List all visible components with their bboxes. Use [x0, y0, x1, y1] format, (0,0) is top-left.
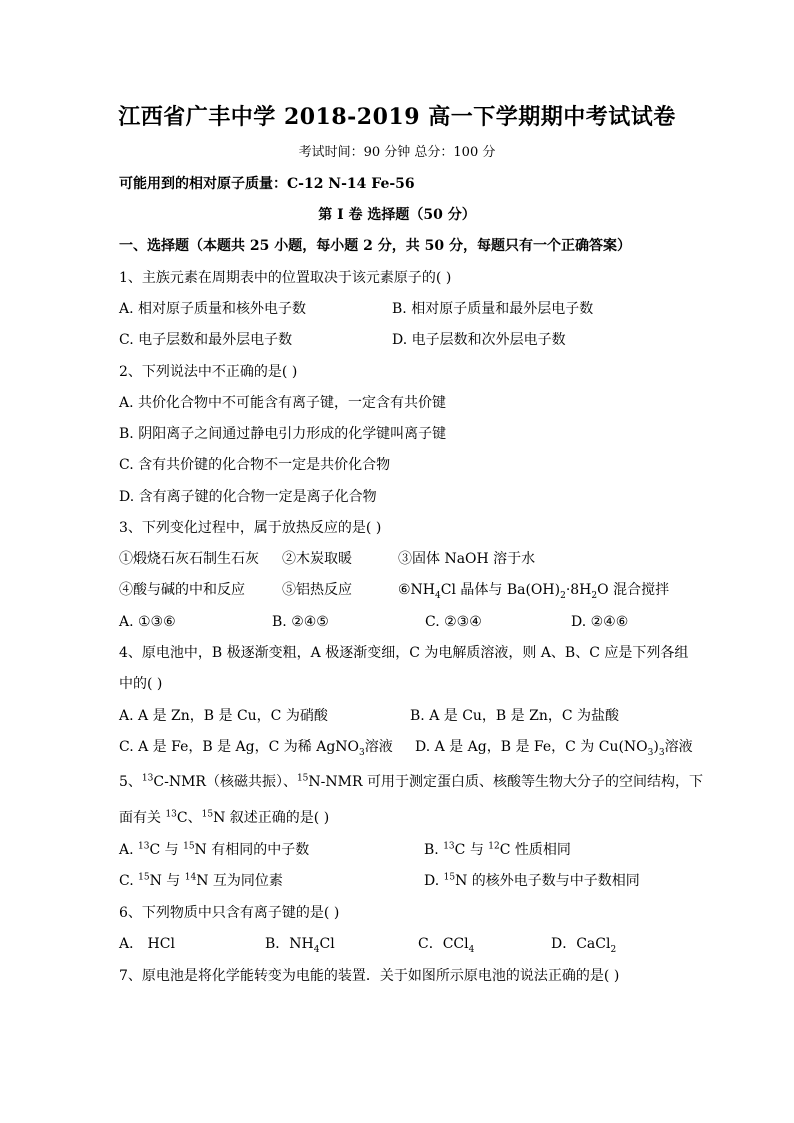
question-3-item-6-text: Cl 晶体与 Ba(OH) [440, 582, 561, 598]
atomic-masses: 可能用到的相对原子质量：C-12 N-14 Fe-56 [119, 176, 415, 192]
question-4-option-c-text: C. A 是 Fe，B 是 Ag，C 为稀 AgNO [119, 739, 360, 755]
question-3-item-6 [398, 580, 669, 600]
question-3-item-3: ③固体 NaOH 溶于水 [398, 551, 536, 567]
question-6-option-a: A． HCl [119, 936, 175, 952]
question-3-option-a: A. ①③⑥ [119, 614, 176, 630]
question-3-option-d: D. ②④⑥ [571, 614, 629, 630]
question-2-option-b: B. 阴阳离子之间通过静电引力形成的化学键叫离子键 [119, 426, 447, 442]
question-6-option-c [418, 934, 474, 954]
question-6-option-b [265, 934, 335, 954]
question-3-item-5: ⑤铝热反应 [282, 582, 352, 598]
option-text: N 的核外电子数与中子数相同 [455, 873, 640, 889]
option-text: A. [119, 842, 139, 858]
exam-info: 考试时间：90 分钟 总分：100 分 [298, 145, 496, 160]
subscript: 3 [359, 747, 365, 758]
question-1-stem: 1、主族元素在周期表中的位置取决于该元素原子的( ) [119, 270, 452, 286]
question-4-stem-line-2: 中的( ) [119, 676, 163, 692]
option-text: N 互为同位素 [196, 873, 283, 889]
question-3-option-b: B. ②④⑤ [272, 614, 329, 630]
question-2-stem: 2、下列说法中不正确的是( ) [119, 364, 298, 380]
question-3-option-c: C. ②③④ [425, 614, 482, 630]
question-4-option-c [119, 737, 393, 757]
superscript: 15 [296, 773, 309, 784]
subscript: 4 [435, 590, 441, 601]
question-4-stem-line-1: 4、原电池中，B 极逐渐变粗，A 极逐渐变细，C 为电解质溶液，则 A、B、C 应是下列各组 [119, 645, 689, 661]
question-1-option-a: A. 相对原子质量和核外电子数 [119, 301, 307, 317]
superscript: 15 [138, 872, 150, 883]
option-text: B. [424, 842, 444, 858]
section-instructions: 一、选择题（本题共 25 小题，每小题 2 分，共 50 分，每题只有一个正确答案） [119, 238, 631, 254]
question-3-stem: 3、下列变化过程中，属于放热反应的是( ) [119, 520, 382, 536]
question-5-option-d [424, 871, 640, 891]
option-text: D．CaCl [551, 936, 611, 952]
question-4-option-d-text: D. A 是 Ag，B 是 Fe，C 为 Cu(NO [415, 739, 648, 755]
superscript: 13 [165, 809, 177, 820]
exam-title: 江西省广丰中学 2018-2019 高一下学期期中考试试卷 [118, 104, 676, 130]
question-5-number: 5、 [119, 774, 142, 790]
option-text: C 性质相同 [499, 842, 571, 858]
question-6-option-d [551, 934, 616, 954]
question-3-item-1: ①煅烧石灰石制生石灰 [119, 551, 259, 567]
question-6-stem: 6、下列物质中只含有离子键的是( ) [119, 905, 340, 921]
section-title: 第 I 卷 选择题（50 分） [318, 207, 476, 223]
option-text: B．NH [265, 936, 314, 952]
option-text: C 与 [149, 842, 184, 858]
question-5-stem-line-2 [119, 808, 329, 828]
question-3-item-4: ④酸与碱的中和反应 [119, 582, 245, 598]
option-text: C 与 [454, 842, 489, 858]
question-1-option-b: B. 相对原子质量和最外层电子数 [392, 301, 594, 317]
question-5-text: C、 [176, 810, 202, 826]
question-2-option-a: A. 共价化合物中不可能含有离子键，一定含有共价键 [119, 395, 447, 411]
option-text: C．CCl [418, 936, 469, 952]
question-5-text: N-NMR 可用于测定蛋白质、核酸等生物大分子的空间结构，下 [308, 774, 703, 790]
subscript: 4 [313, 944, 320, 955]
option-text: N 有相同的中子数 [194, 842, 310, 858]
superscript: 13 [443, 841, 455, 852]
question-4-option-d-text: ) [653, 739, 659, 755]
superscript: 15 [443, 872, 456, 883]
question-4-option-d-text: 溶液 [664, 739, 693, 755]
question-5-option-c [119, 871, 283, 891]
superscript: 15 [183, 841, 195, 852]
question-4-option-c-text: 溶液 [364, 739, 393, 755]
superscript: 15 [201, 809, 214, 820]
option-text: Cl [319, 936, 335, 952]
question-5-text: 面有关 [119, 810, 166, 826]
superscript: 13 [141, 773, 154, 784]
option-text: D. [424, 873, 444, 889]
question-3-item-6-text: ·8H [565, 582, 592, 598]
subscript: 3 [647, 747, 654, 758]
question-3-item-6-text: O 混合搅拌 [597, 582, 670, 598]
question-4-option-b: B. A 是 Cu，B 是 Zn，C 为盐酸 [410, 708, 620, 724]
subscript: 3 [658, 747, 665, 758]
question-5-option-a [119, 840, 309, 860]
question-4-option-a: A. A 是 Zn，B 是 Cu，C 为硝酸 [119, 708, 328, 724]
superscript: 12 [488, 841, 500, 852]
question-1-option-c: C. 电子层数和最外层电子数 [119, 332, 293, 348]
question-2-option-c: C. 含有共价键的化合物不一定是共价化合物 [119, 457, 391, 473]
question-5-option-b [424, 840, 571, 860]
superscript: 14 [184, 872, 197, 883]
question-3-item-6-text: ⑥NH [398, 582, 436, 598]
subscript: 2 [560, 590, 566, 601]
subscript: 4 [468, 944, 475, 955]
subscript: 2 [610, 944, 617, 955]
question-2-option-d: D. 含有离子键的化合物一定是离子化合物 [119, 489, 377, 505]
question-7-stem: 7、原电池是将化学能转变为电能的装置．关于如图所示原电池的说法正确的是( ) [119, 968, 620, 984]
question-5-text: C-NMR（核磁共振）、 [153, 774, 297, 790]
question-5-text: N 叙述正确的是( ) [213, 810, 330, 826]
question-3-item-2: ②木炭取暖 [282, 551, 352, 567]
question-4-option-d [415, 737, 693, 757]
superscript: 13 [138, 841, 150, 852]
question-1-option-d: D. 电子层数和次外层电子数 [392, 332, 566, 348]
subscript: 2 [591, 590, 598, 601]
question-5-stem-line-1 [119, 772, 703, 792]
option-text: N 与 [149, 873, 185, 889]
option-text: C. [119, 873, 139, 889]
